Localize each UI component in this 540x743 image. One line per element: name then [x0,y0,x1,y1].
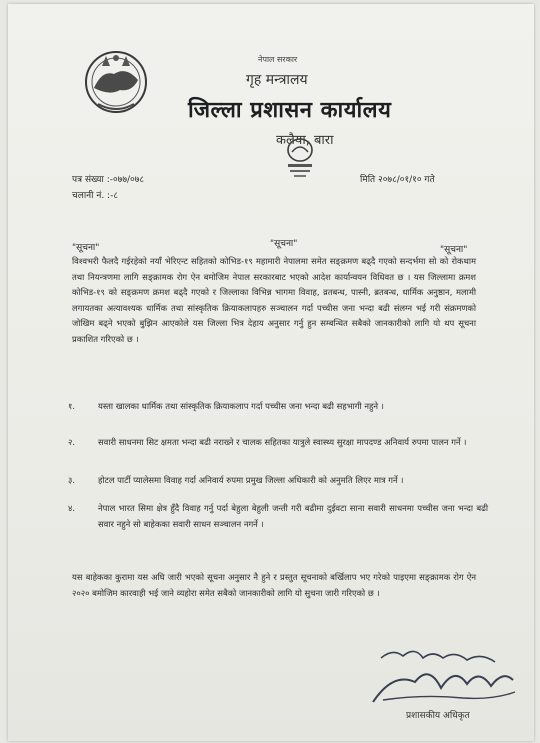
notice-label-left: "सूचना" [72,243,100,253]
letter-number: पत्र संख्या :-०७७/०७८ [72,175,145,185]
list-item-text: सवारी साधनमा सिट क्षमता भन्दा बढी नराख्ने र चालक सहितका यात्रुले स्वास्थ्य सुरक्षा मापदण्ड अनिवार्य रुपमा पालन गर्ने । [98,437,467,447]
handwritten-signature-icon [363,640,523,710]
signatory-title: प्रशासकीय अधिकृत [406,711,470,721]
list-item-number: ४. [68,503,76,513]
document-page [8,4,534,741]
notice-label-right: "सूचना" [440,245,468,255]
list-item-text: यस्ता खालका धार्मिक तथा सांस्कृतिक क्रियाकलाप गर्दा पच्चीस जना भन्दा बढी सहभागी नहुने । [98,401,384,411]
closing-paragraph: यस बाहेकका कुरामा यस अघि जारी भएको सूचना अनुसार नै हुने र प्रस्तुत सूचनाको बर्खिलाप भए गरेको पाइएमा सङ्क्रामक रोग ऐन २०२० बमोजिम कारवाही भई जाने व्यहोरा समेत सबैको जानकारीको लागि यो सुचना जारी गरिएको छ । [72,572,476,598]
list-item-text: नेपाल भारत सिमा क्षेत्र हुँदै विवाह गर्नु पर्दा बेहुला बेहुली जन्ती गरी बढीमा दुईवटा साना सवारी साधनमा पच्चीस जना भन्दा बढी सवार नहुने सो बाहेकका सवारी साधन सञ्चालन नगर्ने । [98,503,488,529]
ministry-heading: गृह मन्त्रालय [246,72,308,88]
notice-label-center: "सूचना" [270,239,298,249]
government-heading: नेपाल सरकार [258,55,298,64]
office-location: कलैया, बारा [276,133,334,148]
list-item-number: १. [68,401,76,411]
letter-date: मिति २०७८/०१/१० गते [360,175,435,185]
list-item-number: ३. [68,475,76,485]
list-item-number: २. [68,437,76,447]
nepal-government-emblem-icon [80,44,152,116]
list-item-text: होटल पार्टी प्यालेसमा विवाह गर्दा अनिवार्य रुपमा प्रमुख जिल्ला अधिकारी को अनुमति लिएर मात्र गर्ने । [98,475,404,485]
office-title: जिल्ला प्रशासन कार्यालय [188,98,392,123]
office-seal-stamp-icon [280,134,320,182]
intro-paragraph: विश्वभरी फैलदै गईरहेको नयाँ भेरिएन्ट सहितको कोभिड-१९ महामारी नेपालमा समेत सङ्क्रमण बढ्दै गएको सन्दर्भमा सो को रोकथाम तथा नियन्त्रणमा लागि सङ्क्रामक रोग ऐन बमोजिम नेपाल सरकारबाट भएको आदेश कार्यान्वयन विधिवत छ । यस जिल्लामा क्रमश कोभिड-१९ को सङ्क्रमण क्रमश बढ्दै गएको र जिल्लाका विभिन्न भागमा विवाह, व्रतबन्ध, पास्नी, ब्रतबन्ध, धार्मिक अनुष्ठान, मलामी लगायतका अत्यावश्यक धार्मिक तथा सांस्कृतिक क्रियाकलापहरु सञ्चालन गर्दा पच्चीस जना भन्दा बढी संलग्न भई गरी संक्रमणको जोखिम बढ्ने भएको बुझिन आएकोले यस जिल्ला भित्र देहाय अनुसार गर्नु हुन सम्बन्धित सबैको जानकारीको लागि यो थप सूचना प्रकाशित गरिएको छ । [72,256,476,344]
dispatch-number: चलानी नं. :-८ [72,191,119,201]
